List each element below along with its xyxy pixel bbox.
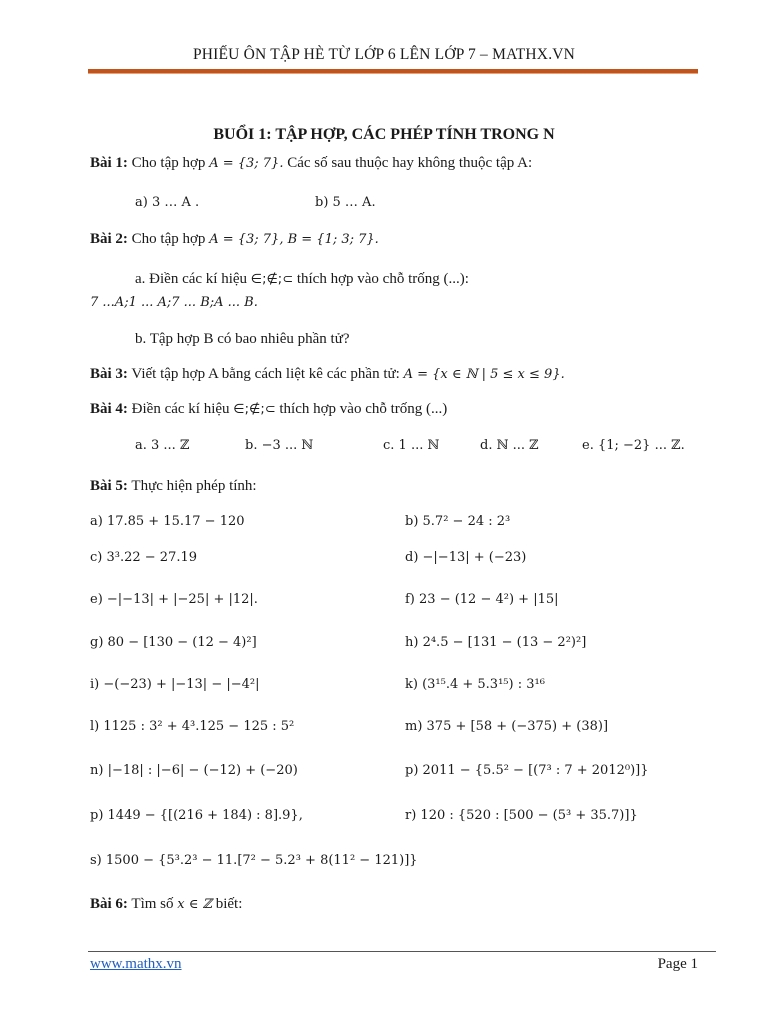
bai4-item-d: d. ℕ ... ℤ [480, 438, 539, 453]
bai4-text: Điền các kí hiệu [131, 401, 230, 417]
bai2-a-items: 7 ...A;1 ... A;7 ... B;A ... B. [90, 295, 258, 310]
footer-link[interactable]: www.mathx.vn [90, 956, 182, 972]
bai2-b-text: b. Tập hợp B có bao nhiêu phần tử? [135, 331, 350, 347]
bai3-set: A = {x ∈ ℕ | 5 ≤ x ≤ 9}. [403, 367, 565, 382]
bai5-item-g: g) 80 − [130 − (12 − 4)²] [90, 635, 257, 650]
bai3-line [90, 366, 565, 383]
bai5-item-n: n) |−18| : |−6| − (−12) + (−20) [90, 763, 298, 778]
bai6-condition: x ∈ ℤ [177, 897, 212, 912]
page-number: Page 1 [657, 956, 698, 972]
bai5-item-r: r) 120 : {520 : [500 − (5³ + 35.7)]} [405, 808, 638, 823]
bai4-item-b: b. −3 ... ℕ [245, 438, 314, 453]
bai2-line [90, 231, 379, 248]
bai2-label: Bài 2: [90, 231, 128, 247]
bai4-symbols: ∈;∉;⊂ [233, 402, 276, 417]
bai2-a-text2: thích hợp vào chỗ trống (...): [296, 271, 469, 287]
bai5-item-m: m) 375 + [58 + (−375) + (38)] [405, 719, 609, 734]
bai5-item-e: e) −|−13| + |−25| + |12|. [90, 592, 258, 607]
bai1-line [90, 155, 532, 172]
bai4-item-e: e. {1; −2} ... ℤ. [582, 438, 685, 453]
bai2-text: Cho tập hợp [131, 231, 206, 247]
bai5-item-i: i) −(−23) + |−13| − |−4²| [90, 677, 260, 692]
bai5-item-l: l) 1125 : 3² + 4³.125 − 125 : 5² [90, 719, 295, 734]
bai1-item-a: a) 3 … A . [135, 195, 200, 210]
header-title: PHIẾU ÔN TẬP HÈ TỪ LỚP 6 LÊN LỚP 7 – MATHX.VN [192, 46, 576, 63]
bai1-set: A = {3; 7}. [209, 156, 284, 171]
bai5-item-k: k) (3¹⁵.4 + 5.3¹⁵) : 3¹⁶ [405, 677, 545, 692]
bai1-item-b: b) 5 … A. [315, 195, 376, 210]
bai6-line [90, 896, 242, 913]
header-divider [88, 69, 698, 74]
bai5-item-d: d) −|−13| + (−23) [405, 550, 527, 565]
bai3-label: Bài 3: [90, 366, 128, 382]
bai6-text2: biết: [215, 896, 243, 912]
section-title: BUỔI 1: TẬP HỢP, CÁC PHÉP TÍNH TRONG N [213, 126, 555, 143]
bai5-item-p-left: p) 1449 − {[(216 + 184) : 8].9}, [90, 808, 303, 823]
bai6-label: Bài 6: [90, 896, 128, 912]
bai1-label: Bài 1: [90, 155, 128, 171]
bai5-label: Bài 5: [90, 478, 128, 494]
bai5-item-f: f) 23 − (12 − 4²) + |15| [405, 592, 559, 607]
bai5-item-s: s) 1500 − {5³.2³ − 11.[7² − 5.2³ + 8(11² − 121)]} [90, 853, 418, 868]
bai5-item-p-right: p) 2011 − {5.5² − [(7³ : 7 + 2012⁰)]} [405, 763, 649, 778]
bai2-a-symbols: ∈;∉;⊂ [250, 272, 294, 287]
bai4-text2: thích hợp vào chỗ trống (...) [279, 401, 448, 417]
bai5-line [90, 478, 257, 495]
bai2-a-line [135, 271, 469, 288]
bai5-item-a: a) 17.85 + 15.17 − 120 [90, 514, 245, 529]
bai5-item-h: h) 2⁴.5 − [131 − (13 − 2²)²] [405, 635, 587, 650]
bai1-text2: Các số sau thuộc hay không thuộc tập A: [287, 155, 533, 171]
bai4-item-c: c. 1 ... ℕ [383, 438, 440, 453]
bai2-a-text: a. Điền các kí hiệu [135, 271, 248, 287]
bai5-item-c: c) 3³.22 − 27.19 [90, 550, 198, 565]
bai3-text: Viết tập hợp A bằng cách liệt kê các phần tử: [131, 366, 400, 382]
bai4-item-a: a. 3 ... ℤ [135, 438, 190, 453]
bai5-item-b: b) 5.7² − 24 : 2³ [405, 514, 511, 529]
bai1-text: Cho tập hợp [131, 155, 206, 171]
bai4-line [90, 401, 447, 418]
bai2-sets: A = {3; 7}, B = {1; 3; 7}. [209, 232, 379, 247]
bai6-text: Tìm số [131, 896, 174, 912]
bai4-label: Bài 4: [90, 401, 128, 417]
bai5-text: Thực hiện phép tính: [131, 478, 257, 494]
footer-divider [88, 951, 716, 952]
